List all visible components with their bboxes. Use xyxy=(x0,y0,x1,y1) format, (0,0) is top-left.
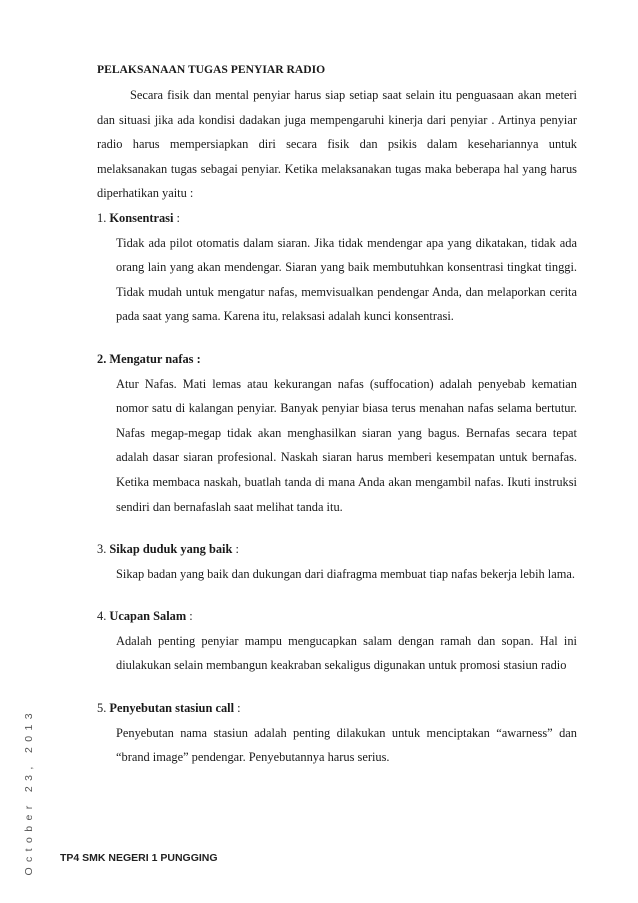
side-date-label: October 23, 2013 xyxy=(23,708,35,876)
section-heading-suffix: : xyxy=(186,609,193,624)
section-heading-suffix: : xyxy=(173,210,180,225)
section-body: Atur Nafas. Mati lemas atau kekurangan nafas (suffocation) adalah penyebab kematian nomor satu di kalangan penyiar. Banyak penyiar biasa terus menahan nafas selama bertutur. Nafas megap-megap tidak akan menghasilkan siaran yang bagus. Bernafas secara tepat adalah dasar siaran profesional. Naskah siaran harus memberi kesempatan untuk bernafas. Ketika membaca naskah, buatlah tanda di mana Anda akan mengambil nafas. Ikuti instruksi sendiri dan bernafaslah saat melihat tanda itu. xyxy=(116,376,577,514)
intro-paragraph: Secara fisik dan mental penyiar harus siap setiap saat selain itu penguasaan akan meteri dan situasi jika ada kondisi dadakan juga mempengaruhi kinerja dari penyiar . Artinya penyiar radio harus mempersiapkan diri secara fisik dan psikis dalam kesehariannya untuk melaksanakan tugas sebagai penyiar. Ketika melaksanakan tugas maka beberapa hal yang harus diperhatikan yaitu : xyxy=(97,88,577,201)
section-number: 4. xyxy=(97,609,107,624)
section-heading xyxy=(97,537,577,562)
section-heading xyxy=(97,347,577,372)
page-footer: TP4 SMK NEGERI 1 PUNGGING xyxy=(60,852,218,864)
section-gap xyxy=(97,586,577,604)
section-number: 3. xyxy=(97,542,107,557)
section-heading-text: Konsentrasi xyxy=(109,210,174,225)
section-gap xyxy=(97,519,577,537)
section-heading xyxy=(97,696,577,721)
section-body: Tidak ada pilot otomatis dalam siaran. Jika tidak mendengar apa yang dikatakan, tidak ada orang lain yang akan mendengar. Siaran yang baik membutuhkan konsentrasi tingkat tinggi. Tidak mudah untuk mengatur nafas, memvisualkan pendengar Anda, dan melaporkan cerita pada saat yang sama. Karena itu, relaksasi adalah kunci konsentrasi. xyxy=(116,235,577,324)
section-heading-text: Ucapan Salam xyxy=(109,609,187,624)
section-body: Penyebutan nama stasiun adalah penting dilakukan untuk menciptakan “awarness” dan “brand image” pendengar. Penyebutannya harus serius. xyxy=(116,725,577,765)
section-heading-text: Sikap duduk yang baik xyxy=(109,542,233,557)
section-sikap-duduk xyxy=(97,537,577,586)
section-number: 2. xyxy=(97,351,107,366)
section-body: Adalah penting penyiar mampu mengucapkan salam dengan ramah dan sopan. Hal ini diulakukan selain membangun keakraban sekaligus digunakan untuk promosi stasiun radio xyxy=(116,633,577,673)
document-content xyxy=(97,60,577,770)
section-number: 5. xyxy=(97,701,107,716)
section-heading-text: Mengatur nafas : xyxy=(109,351,201,366)
section-heading-text: Penyebutan stasiun call xyxy=(109,701,235,716)
document-title: PELAKSANAAN TUGAS PENYIAR RADIO xyxy=(97,63,326,76)
section-mengatur-nafas xyxy=(97,347,577,519)
section-gap xyxy=(97,678,577,696)
section-ucapan-salam xyxy=(97,604,577,678)
section-gap xyxy=(97,329,577,347)
section-heading-suffix: : xyxy=(234,701,241,716)
section-stasiun-call xyxy=(97,696,577,770)
section-number: 1. xyxy=(97,210,107,225)
section-konsentrasi xyxy=(97,206,577,329)
section-heading-suffix: : xyxy=(232,542,239,557)
section-heading xyxy=(97,206,577,231)
section-body: Sikap badan yang baik dan dukungan dari diafragma membuat tiap nafas bekerja lebih lama. xyxy=(116,566,575,581)
section-heading xyxy=(97,604,577,629)
